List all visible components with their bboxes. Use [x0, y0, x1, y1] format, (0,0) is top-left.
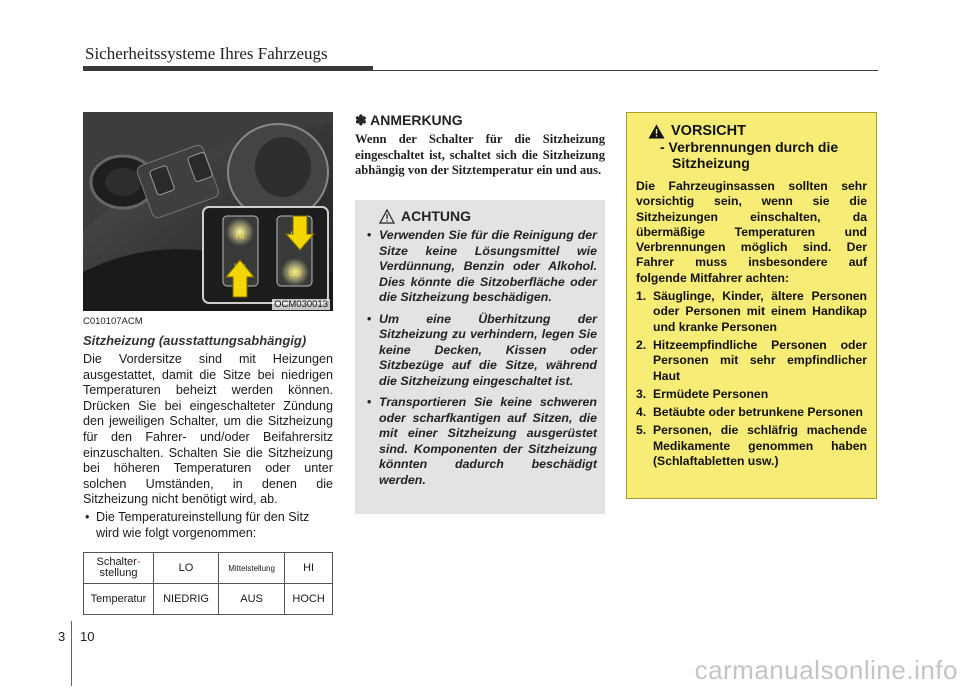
- list-item: [636, 405, 867, 420]
- vorsicht-subtitle: - Verbrennungen durch die: [660, 139, 839, 155]
- warning-triangle-icon: [648, 124, 665, 139]
- vorsicht-list: [636, 289, 867, 469]
- table-label-hyphen: -: [136, 556, 141, 568]
- list-item: • Um eine Überhitzung der Sitzheizung zu verhindern, legen Sie keine Decken, Kissen oder Sitzbezüge auf die Sitze, während die Sitzheizung eingeschaltet ist.: [367, 311, 597, 388]
- list-item: [636, 338, 867, 384]
- list-number: 1.: [636, 289, 647, 304]
- list-item-text: Um eine Überhitzung der Sitzheizung zu verhindern, legen Sie keine Decken, Kissen oder Sitzbezüge auf die Sitze, während die Sitzheizung eingeschaltet ist.: [379, 311, 597, 388]
- table-cell: LO: [154, 553, 219, 584]
- photo-hi-label-left: HI: [235, 231, 245, 241]
- list-number: 2.: [636, 337, 647, 352]
- header-title: Sicherheitssysteme Ihres Fahrzeugs: [85, 44, 328, 63]
- table-cell: Mittelstellung: [219, 553, 285, 584]
- vorsicht-intro: Die Fahrzeuginsassen sollten sehr vorsichtig sein, wenn sie die Sitzheizungen einschalten, da übermäßige Temperaturen und Verbrennungen möglich sind. Der Fahrer muss insbesondere auf folgende Mitfahrer achten:: [636, 179, 867, 285]
- note-title: ANMERKUNG: [370, 112, 463, 128]
- seat-heater-switch-photo: [83, 112, 333, 311]
- list-item: • Transportieren Sie keine schweren oder scharfkantigen auf Sitzen, die mit einer Sitzheizung ausgerüstet sind. Komponenten der Sitzheizung könnten dadurch beschädigt werden.: [367, 395, 597, 487]
- table-row: [84, 553, 333, 584]
- note-symbol-icon: ✽: [355, 112, 367, 128]
- vorsicht-heading: [648, 123, 867, 139]
- list-item: [636, 387, 867, 402]
- achtung-title: ACHTUNG: [401, 208, 471, 224]
- note-section: [355, 112, 605, 179]
- list-item-text: Transportieren Sie keine schweren oder scharfkantigen auf Sitzen, die mit einer Sitzheizung ausgerüstet sind. Komponenten der Sitzheizung könnten dadurch beschädigt werden.: [379, 395, 597, 487]
- list-item: • Verwenden Sie für die Reinigung der Sitze keine Lösungsmittel wie Verdünnung, Benzin oder Alkohol. Dies könnte die Sitzoberfläche oder die Sitzheizung beschädigen.: [367, 228, 597, 304]
- table-label: Schalter: [96, 556, 137, 568]
- photo-code: OCM030013: [274, 299, 328, 310]
- bullet-icon: •: [85, 509, 90, 524]
- achtung-box: [355, 200, 605, 514]
- list-item-text: Verwenden Sie für die Reinigung der Sitze keine Lösungsmittel wie Verdünnung, Benzin oder Alkohol. Dies könnte die Sitzoberfläche oder die Sitzheizung beschädigen.: [379, 228, 597, 304]
- intro-paragraph: Die Vordersitze sind mit Heizungen ausgestattet, damit die Sitze bei niedrigen Temperaturen beheizt werden können. Drücken Sie bei eingeschalteter Zündung den jeweiligen Schalter, um die Sitzheizung für den Fahrer- und/oder Beifahrersitz einzuschalten. Schalten Sie die Sitzheizung bei höheren Temperaturen oder unter solchen Umständen, in denen die Sitzheizung nicht benötigt wird, ab.: [83, 352, 333, 507]
- page-number-divider: [71, 621, 72, 686]
- vorsicht-box: [626, 112, 877, 499]
- chapter-number: 3: [58, 629, 66, 644]
- list-item-text: Säuglinge, Kinder, ältere Personen oder Personen mit einem Handikap und kranke Personen: [653, 289, 867, 334]
- list-number: 5.: [636, 423, 647, 438]
- table-cell: HOCH: [285, 584, 333, 615]
- temperature-table: [83, 552, 333, 615]
- vorsicht-subtitle-2: Sitzheizung: [672, 155, 750, 171]
- table-cell: NIEDRIG: [154, 584, 219, 615]
- table-cell: Temperatur: [84, 584, 154, 615]
- image-code: C010107ACM: [83, 316, 143, 327]
- note-text: Wenn der Schalter für die Sitzheizung eingeschaltet ist, schaltet sich die Sitzheizung abhängig von der Sitztemperatur ein und aus.: [355, 132, 605, 177]
- list-number: 3.: [636, 386, 647, 401]
- table-cell: AUS: [219, 584, 285, 615]
- list-item: [636, 423, 867, 469]
- table-label: stellung: [99, 567, 138, 579]
- header-rule: [373, 70, 878, 71]
- list-item: [636, 289, 867, 335]
- list-number: 4.: [636, 405, 647, 420]
- bullet-text: Die Temperatureinstellung für den Sitz wird wie folgt vorgenommen:: [96, 509, 310, 540]
- list-item-text: Betäubte oder betrunkene Personen: [653, 405, 863, 420]
- achtung-list: [367, 228, 597, 488]
- warning-triangle-outline-icon: [379, 209, 395, 224]
- photo-lo-label-right: LO: [288, 268, 302, 278]
- note-heading: [355, 112, 605, 129]
- bullet-item: [83, 510, 333, 541]
- page-number: 10: [80, 629, 95, 644]
- left-column: [83, 316, 333, 541]
- table-row: [84, 584, 333, 615]
- watermark: carmanualsonline.info: [694, 655, 958, 685]
- list-item-text: Ermüdete Personen: [653, 386, 769, 401]
- table-cell: HI: [285, 553, 333, 584]
- vorsicht-title: VORSICHT: [671, 123, 746, 139]
- list-item-text: Personen, die schläfrig machende Medikamente genommen haben (Schlaftabletten usw.): [653, 423, 867, 469]
- table-cell: [84, 553, 154, 584]
- header-bar: [83, 66, 373, 71]
- section-heading: Sitzheizung (ausstattungsabhängig): [83, 333, 307, 348]
- achtung-heading: [379, 208, 597, 224]
- list-item-text: Hitzeempfindliche Personen oder Personen mit sehr empfindlicher Haut: [653, 337, 867, 383]
